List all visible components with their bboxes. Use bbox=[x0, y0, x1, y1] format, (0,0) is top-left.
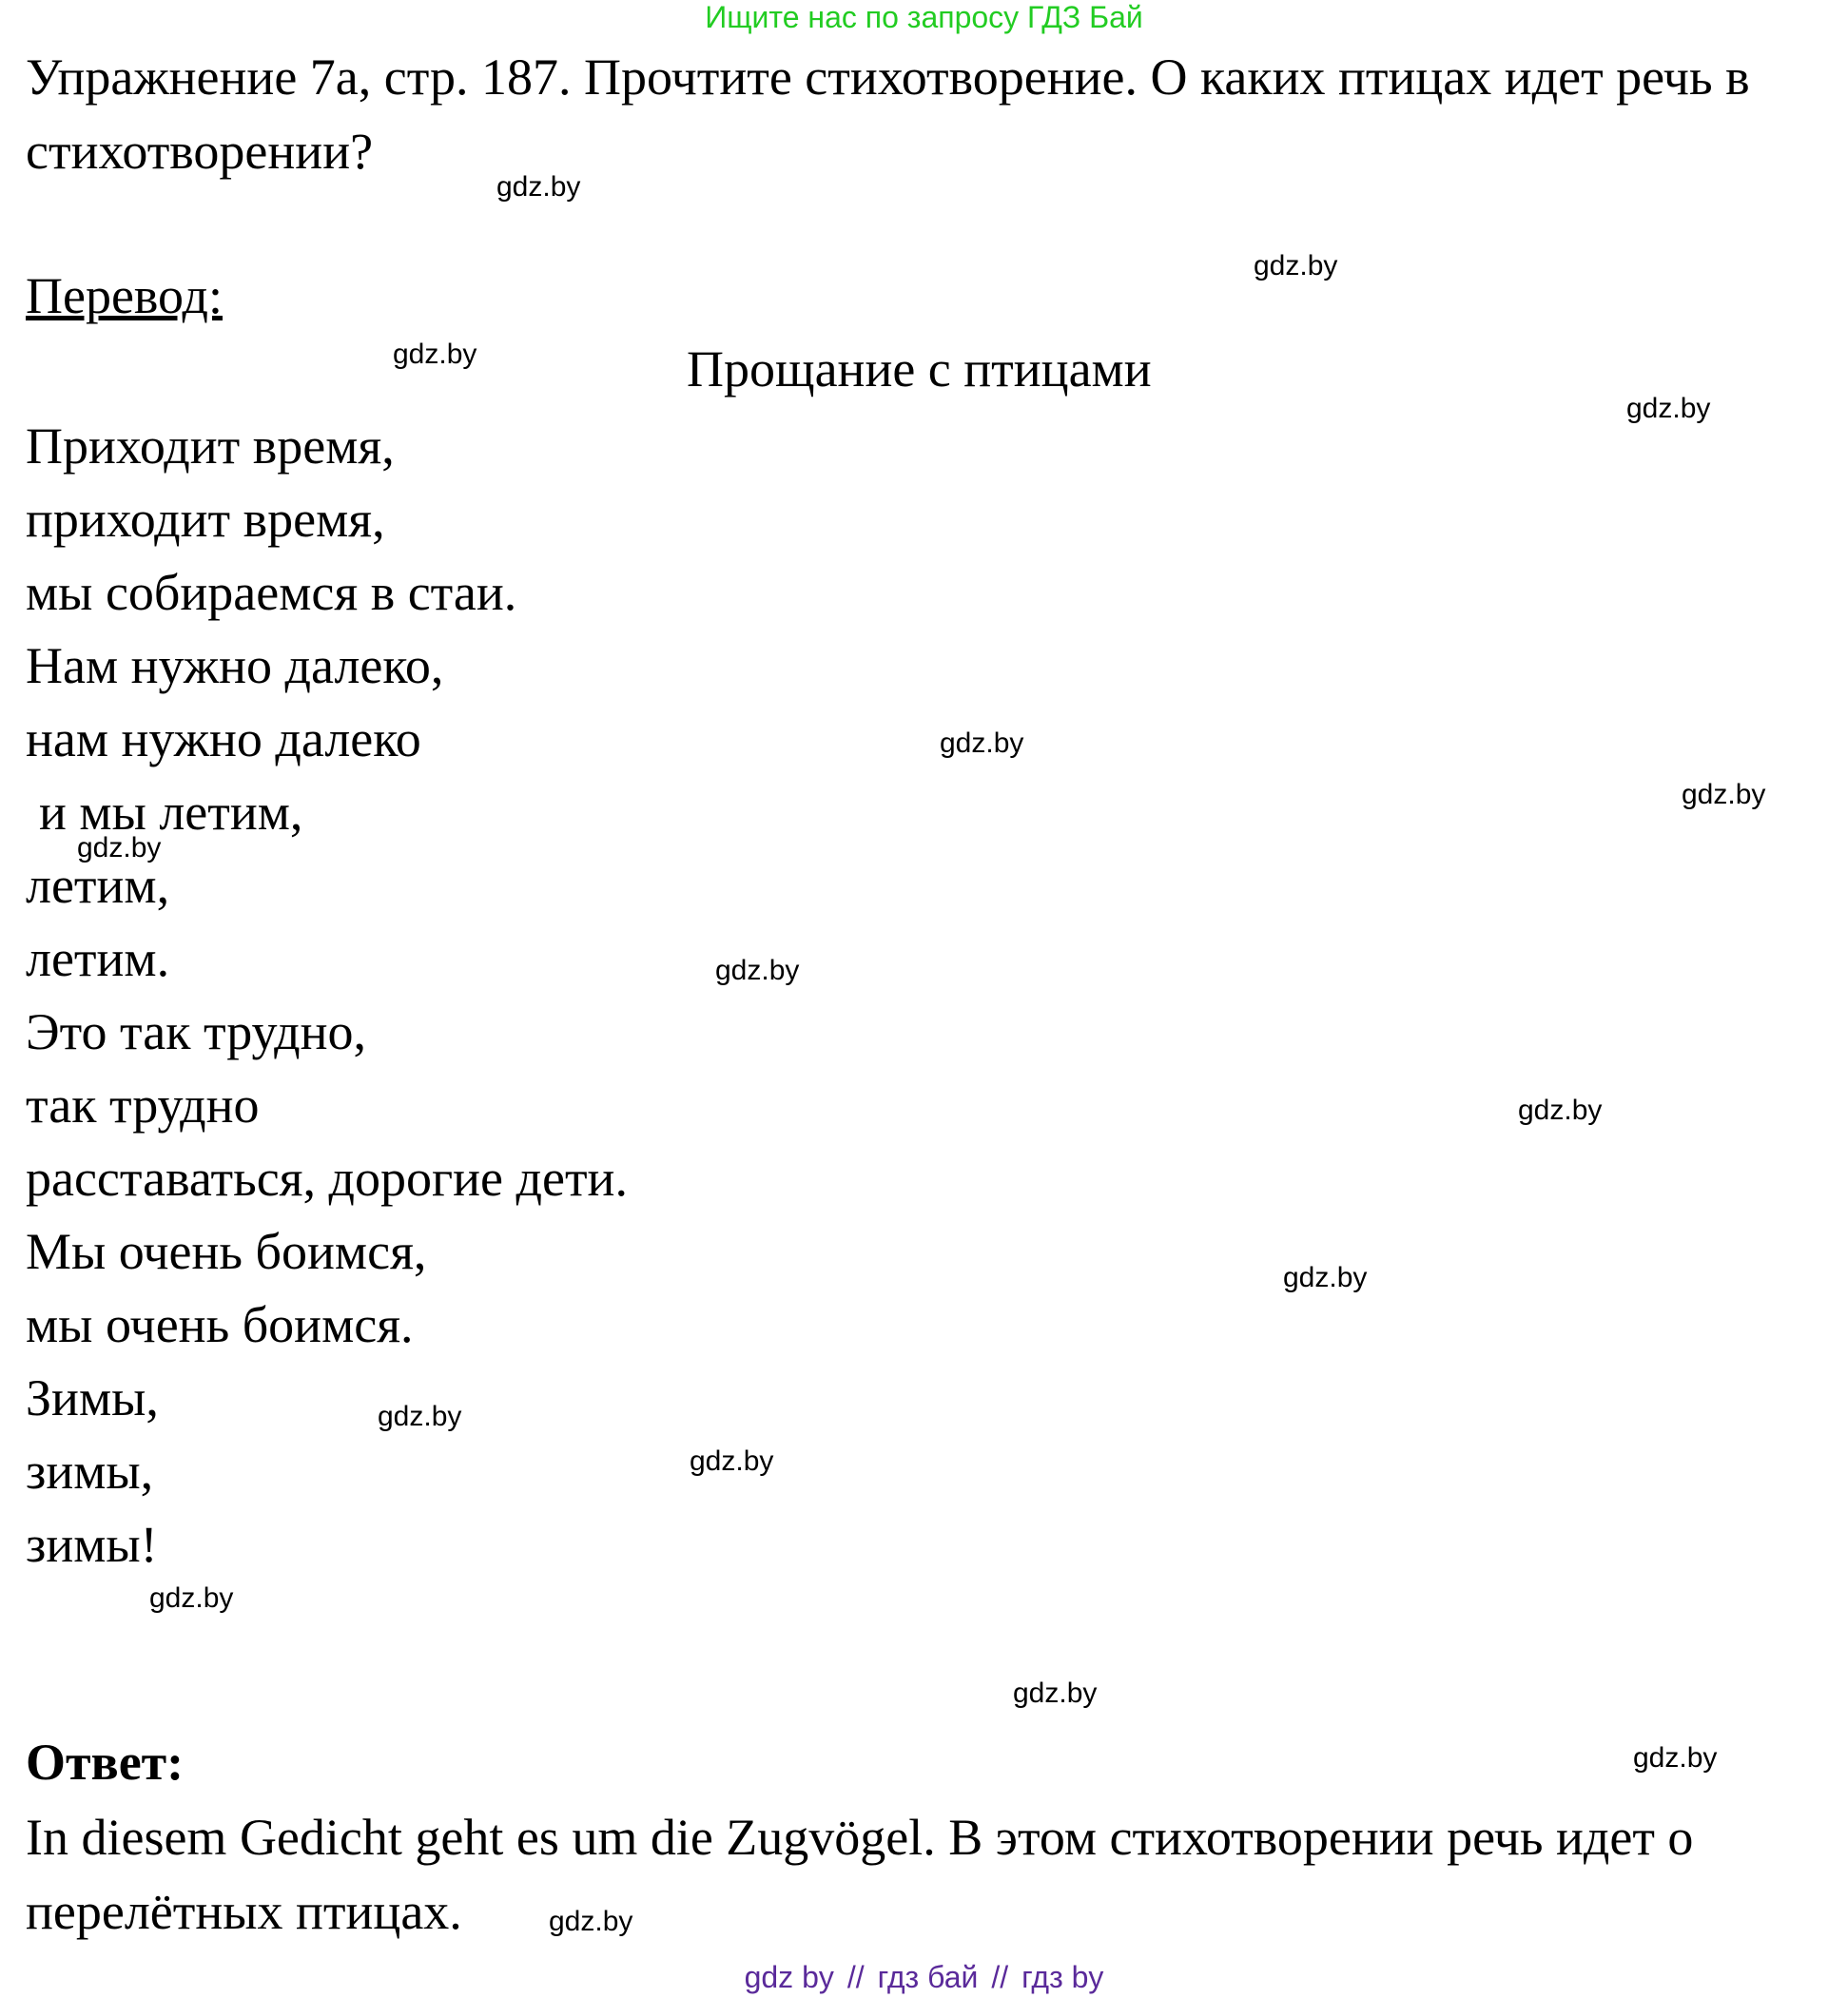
watermark: gdz.by bbox=[715, 955, 800, 986]
watermark: gdz.by bbox=[1633, 1742, 1718, 1774]
poem-line: Нам нужно далеко, bbox=[26, 637, 444, 694]
poem-line: и мы летим, bbox=[39, 784, 303, 841]
poem-line: Приходит время, bbox=[26, 417, 395, 475]
poem-title: Прощание с птицами bbox=[687, 340, 1152, 398]
poem-line: летим, bbox=[26, 857, 170, 914]
footer-separator: // bbox=[846, 1960, 865, 1994]
footer-link[interactable]: gdz by bbox=[744, 1960, 834, 1994]
poem-line: приходит время, bbox=[26, 491, 385, 548]
poem-line: зимы! bbox=[26, 1516, 158, 1573]
footer-links bbox=[0, 1960, 1848, 1994]
poem-line: расставаться, дорогие дети. bbox=[26, 1150, 628, 1207]
watermark: gdz.by bbox=[1254, 250, 1338, 281]
watermark: gdz.by bbox=[1518, 1095, 1603, 1126]
task-heading: Упражнение 7а, стр. 187. Прочтите стихотворение. О каких птицах идет речь в стихотворении? bbox=[26, 48, 1750, 180]
watermark: gdz.by bbox=[393, 339, 477, 370]
poem-line: мы собираемся в стаи. bbox=[26, 564, 517, 621]
watermark: gdz.by bbox=[1626, 393, 1711, 424]
poem-line: мы очень боимся. bbox=[26, 1296, 414, 1353]
watermark: gdz.by bbox=[940, 727, 1024, 759]
poem-line: Мы очень боимся, bbox=[26, 1223, 427, 1280]
footer-link[interactable]: гдз бай bbox=[877, 1960, 979, 1994]
translation-label: Перевод: bbox=[26, 267, 223, 324]
watermark: gdz.by bbox=[1682, 779, 1766, 810]
watermark: gdz.by bbox=[690, 1445, 774, 1477]
poem-line: нам нужно далеко bbox=[26, 710, 421, 767]
answer-text: In diesem Gedicht geht es um die Zugvögel. В этом стихотворении речь идет о перелётных птицах. bbox=[26, 1809, 1694, 1940]
watermark: gdz.by bbox=[549, 1906, 633, 1937]
watermark: gdz.by bbox=[496, 171, 581, 203]
top-banner[interactable]: Ищите нас по запросу ГДЗ Бай bbox=[705, 0, 1143, 34]
poem bbox=[26, 410, 628, 1581]
watermark: gdz.by bbox=[149, 1582, 234, 1614]
answer-label: Ответ: bbox=[26, 1734, 185, 1791]
footer-link[interactable]: гдз by bbox=[1021, 1960, 1104, 1994]
watermark: gdz.by bbox=[378, 1401, 462, 1432]
watermark: gdz.by bbox=[77, 832, 162, 863]
poem-line: так трудно bbox=[26, 1077, 260, 1134]
poem-line: зимы, bbox=[26, 1443, 154, 1500]
footer-separator: // bbox=[991, 1960, 1009, 1994]
poem-line: Зимы, bbox=[26, 1369, 159, 1426]
poem-line: Это так трудно, bbox=[26, 1003, 367, 1060]
watermark: gdz.by bbox=[1283, 1262, 1368, 1293]
poem-line: летим. bbox=[26, 930, 170, 987]
watermark: gdz.by bbox=[1013, 1678, 1098, 1709]
